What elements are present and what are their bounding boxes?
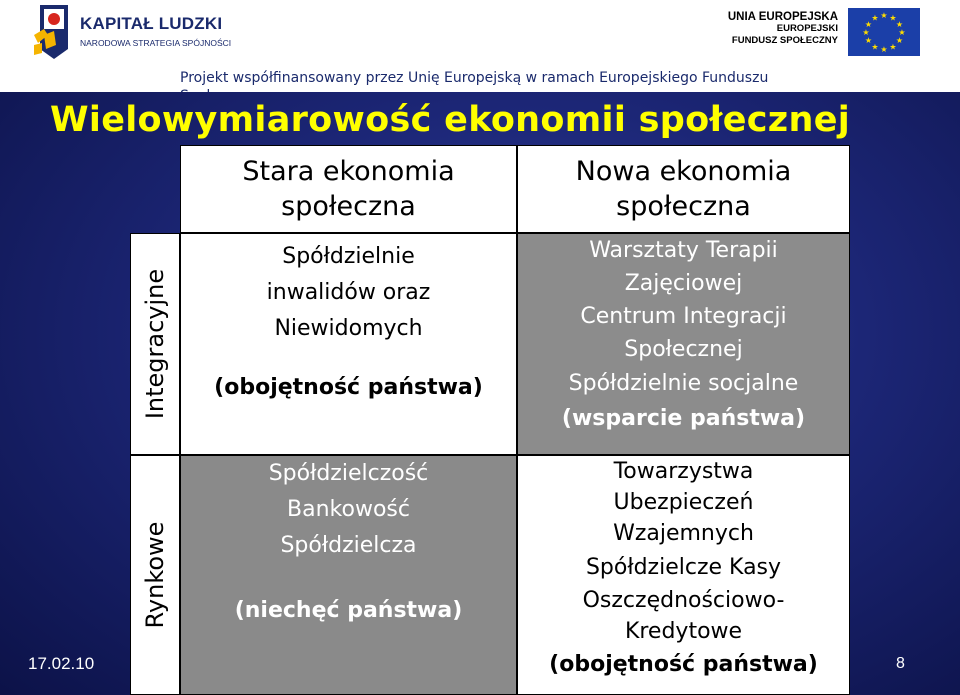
slide-date: 17.02.10 <box>28 654 95 673</box>
cell-text-line: Kredytowe <box>624 619 743 644</box>
slide-title: Wielowymiarowość ekonomii społecznej <box>50 100 851 140</box>
cell-note: (obojętność państwa) <box>214 375 483 400</box>
row-label-integracyjne-text: Integracyjne <box>141 268 169 420</box>
column-header-old-text: Stara ekonomia społeczna <box>242 156 455 222</box>
cell-text-line: Warsztaty Terapii <box>589 238 778 263</box>
svg-text:★: ★ <box>862 28 870 37</box>
cell-text-line: Centrum Integracji <box>580 304 787 329</box>
svg-text:★: ★ <box>880 45 888 54</box>
svg-text:★: ★ <box>889 42 897 52</box>
svg-text:★: ★ <box>864 36 873 45</box>
cell-note: (wsparcie państwa) <box>561 406 806 431</box>
cell-note: (niechęć państwa) <box>234 598 463 623</box>
svg-text:★: ★ <box>895 36 904 45</box>
cell-integracyjne-old <box>180 233 517 455</box>
cell-text-line: Spółdzielnie <box>282 244 415 269</box>
cell-rynkowe-new <box>517 455 850 695</box>
cell-note: (obojętność państwa) <box>549 652 818 677</box>
row-label-rynkowe-text: Rynkowe <box>141 521 169 629</box>
cell-text-line: Niewidomych <box>274 316 423 341</box>
kapital-ludzki-title: KAPITAŁ LUDZKI <box>80 14 223 33</box>
column-header-new-text: Nowa ekonomia społeczna <box>575 156 792 222</box>
project-cofinancing-text: Projekt współfinansowany przez Unię Europejską w ramach Europejskiego Funduszu <box>180 70 769 86</box>
kapital-ludzki-mark-icon <box>34 5 74 59</box>
header-band <box>0 0 960 96</box>
slide-page-number: 8 <box>896 655 905 672</box>
cell-text-line: Spółdzielcza <box>280 533 417 558</box>
kapital-ludzki-logo <box>34 5 232 61</box>
cell-text-line: Spółdzielnie socjalne <box>568 371 799 396</box>
row-label-integracyjne <box>130 233 180 455</box>
svg-text:★: ★ <box>889 13 897 23</box>
eu-logo-line3: FUNDUSZ SPOŁECZNY <box>731 35 838 46</box>
cell-text-line: Oszczędnościowo- <box>582 588 785 613</box>
cell-text-line: Spółdzielcze Kasy <box>585 555 782 580</box>
cell-text-line: Wzajemnych <box>613 521 754 546</box>
cell-text-line: Bankowość <box>287 497 410 522</box>
cell-text-line: Społecznej <box>624 337 743 362</box>
svg-text:★: ★ <box>871 42 879 52</box>
row-label-rynkowe <box>130 455 180 695</box>
svg-text:★: ★ <box>864 20 873 29</box>
kapital-ludzki-subtitle: NARODOWA STRATEGIA SPÓJNOŚCI <box>80 38 232 48</box>
svg-text:★: ★ <box>898 28 906 37</box>
cell-text-line: Spółdzielczość <box>268 461 429 486</box>
eu-logo <box>727 8 920 58</box>
svg-text:★: ★ <box>880 11 888 20</box>
cell-integracyjne-new <box>517 233 850 455</box>
cell-rynkowe-old <box>180 455 517 695</box>
cell-text-line: inwalidów oraz <box>266 280 431 305</box>
eu-logo-text <box>728 11 838 47</box>
cell-text-line: Towarzystwa <box>613 459 754 484</box>
column-header-new <box>517 145 850 233</box>
svg-text:★: ★ <box>871 13 879 23</box>
eu-logo-line2: EUROPEJSKI <box>776 23 838 34</box>
svg-text:★: ★ <box>895 20 904 29</box>
column-header-old <box>180 145 517 233</box>
cell-text-line: Zajęciowej <box>624 271 743 296</box>
eu-logo-line1: UNIA EUROPEJSKA <box>727 11 838 23</box>
cell-text-line: Ubezpieczeń <box>613 490 754 515</box>
eu-flag-icon <box>848 8 920 56</box>
